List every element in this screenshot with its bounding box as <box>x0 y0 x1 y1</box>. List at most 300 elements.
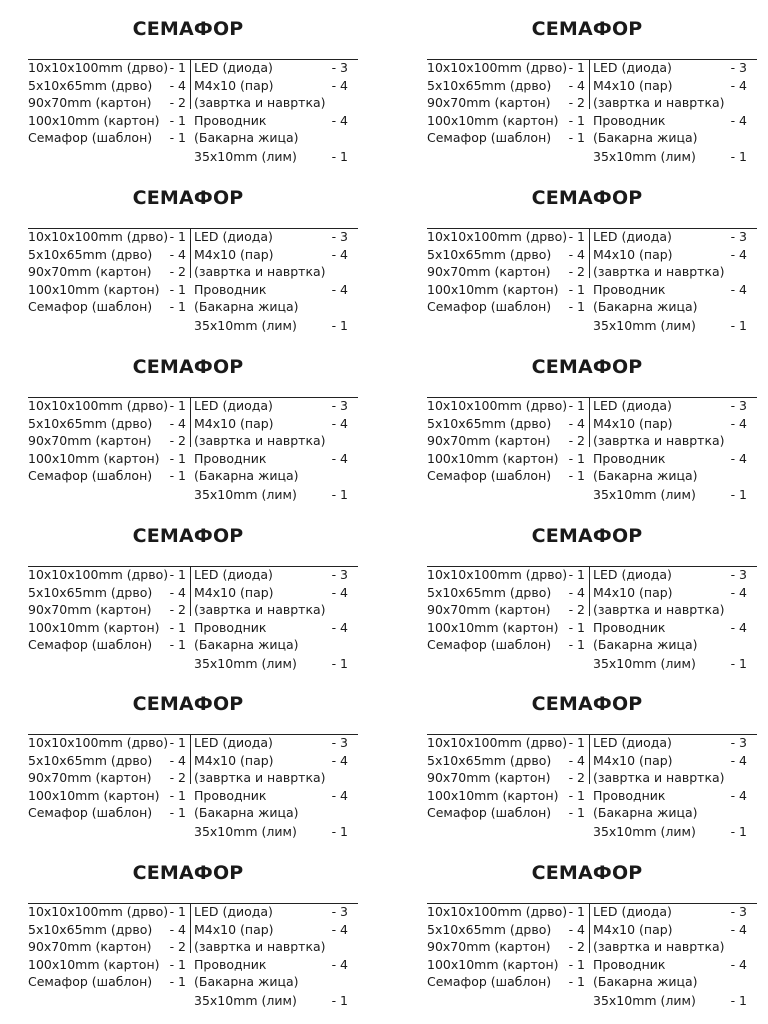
part-row <box>427 432 585 450</box>
part-quantity: - 1 <box>169 282 186 297</box>
card-title: СЕМАФОР <box>132 356 244 378</box>
part-name: LED (диода) <box>194 60 273 75</box>
part-name: 35x10mm (лим) <box>194 318 297 333</box>
part-name: 90x70mm (картон) <box>28 939 152 954</box>
part-name: (Бакарна жица) <box>194 805 299 820</box>
part-name: 10x10x100mm (дрво) <box>427 60 568 75</box>
part-row <box>28 601 186 619</box>
part-name: 35x10mm (лим) <box>194 149 297 164</box>
part-row <box>194 59 348 77</box>
part-row <box>194 636 348 654</box>
part-row <box>28 938 186 956</box>
part-name: Проводник <box>194 957 267 972</box>
part-name: M4x10 (пар) <box>593 922 673 937</box>
part-quantity: - 4 <box>331 78 348 93</box>
part-row <box>28 77 186 95</box>
part-name: LED (диода) <box>593 60 672 75</box>
part-quantity: - 4 <box>730 451 747 466</box>
card-title: СЕМАФОР <box>132 862 244 884</box>
part-row <box>194 246 348 264</box>
parts-card <box>28 524 358 684</box>
part-name: Проводник <box>194 113 267 128</box>
part-name: LED (диода) <box>194 735 273 750</box>
part-name: (завртка и навртка) <box>194 939 326 954</box>
part-quantity: - 2 <box>568 602 585 617</box>
part-quantity: - 1 <box>730 318 747 333</box>
part-quantity: - 4 <box>568 247 585 262</box>
part-name: 90x70mm (картон) <box>427 264 551 279</box>
part-quantity: - 4 <box>169 416 186 431</box>
part-row <box>28 804 186 822</box>
part-row <box>593 752 747 770</box>
part-row <box>427 566 585 584</box>
part-quantity: - 3 <box>730 229 747 244</box>
part-row <box>427 228 585 246</box>
card-title: СЕМАФОР <box>531 862 643 884</box>
part-name: 100x10mm (картон) <box>28 620 160 635</box>
part-name: 35x10mm (лим) <box>593 824 696 839</box>
part-row <box>593 655 747 673</box>
part-quantity: - 1 <box>169 567 186 582</box>
part-name: M4x10 (пар) <box>593 247 673 262</box>
part-row <box>194 281 348 299</box>
part-quantity: - 1 <box>169 620 186 635</box>
part-row <box>194 148 348 166</box>
part-row <box>194 467 348 485</box>
parts-card <box>427 17 757 177</box>
part-quantity: - 2 <box>568 770 585 785</box>
part-quantity: - 1 <box>568 451 585 466</box>
part-quantity: - 1 <box>331 656 348 671</box>
part-row <box>194 584 348 602</box>
part-name: (Бакарна жица) <box>194 637 299 652</box>
part-name: 10x10x100mm (дрво) <box>28 735 169 750</box>
part-row <box>593 298 747 316</box>
part-name: Семафор (шаблон) <box>427 805 552 820</box>
part-row <box>427 752 585 770</box>
part-quantity: - 4 <box>169 247 186 262</box>
part-name: M4x10 (пар) <box>194 247 274 262</box>
part-row <box>593 601 747 619</box>
part-row <box>28 298 186 316</box>
part-name: LED (диода) <box>593 567 672 582</box>
part-row <box>28 397 186 415</box>
parts-card <box>28 861 358 1021</box>
part-quantity: - 1 <box>568 113 585 128</box>
part-name: Семафор (шаблон) <box>427 299 552 314</box>
part-name: (Бакарна жица) <box>194 299 299 314</box>
part-name: M4x10 (пар) <box>593 753 673 768</box>
part-row <box>194 263 348 281</box>
part-quantity: - 1 <box>169 805 186 820</box>
part-row <box>28 432 186 450</box>
part-row <box>194 734 348 752</box>
part-name: 10x10x100mm (дрво) <box>28 567 169 582</box>
part-name: LED (диода) <box>593 229 672 244</box>
part-row <box>593 129 747 147</box>
part-row <box>28 112 186 130</box>
part-quantity: - 4 <box>331 620 348 635</box>
part-quantity: - 1 <box>169 299 186 314</box>
part-quantity: - 4 <box>169 753 186 768</box>
part-name: 100x10mm (картон) <box>427 282 559 297</box>
parts-card <box>427 355 757 515</box>
column-divider <box>589 903 590 953</box>
column-divider <box>589 59 590 109</box>
part-quantity: - 1 <box>169 904 186 919</box>
part-quantity: - 3 <box>730 398 747 413</box>
part-quantity: - 1 <box>568 620 585 635</box>
parts-card <box>427 861 757 1021</box>
part-quantity: - 2 <box>169 95 186 110</box>
part-row <box>427 804 585 822</box>
part-quantity: - 4 <box>331 282 348 297</box>
part-row <box>194 450 348 468</box>
part-name: LED (диода) <box>593 398 672 413</box>
part-row <box>427 450 585 468</box>
part-name: LED (диода) <box>194 229 273 244</box>
part-name: (Бакарна жица) <box>194 974 299 989</box>
part-row <box>28 734 186 752</box>
part-name: Семафор (шаблон) <box>28 805 153 820</box>
part-quantity: - 1 <box>169 60 186 75</box>
part-name: 10x10x100mm (дрво) <box>427 229 568 244</box>
part-name: (Бакарна жица) <box>593 130 698 145</box>
part-row <box>427 769 585 787</box>
part-quantity: - 3 <box>730 735 747 750</box>
part-name: 10x10x100mm (дрво) <box>427 735 568 750</box>
part-name: 100x10mm (картон) <box>427 113 559 128</box>
part-row <box>28 752 186 770</box>
part-name: Проводник <box>593 957 666 972</box>
part-row <box>28 566 186 584</box>
part-name: 35x10mm (лим) <box>194 993 297 1008</box>
part-name: 5x10x65mm (дрво) <box>28 753 153 768</box>
part-name: (Бакарна жица) <box>593 805 698 820</box>
part-name: (завртка и навртка) <box>593 95 725 110</box>
part-row <box>593 112 747 130</box>
column-divider <box>190 566 191 616</box>
part-name: 100x10mm (картон) <box>427 788 559 803</box>
part-row <box>427 59 585 77</box>
part-row <box>593 973 747 991</box>
part-row <box>427 246 585 264</box>
part-quantity: - 4 <box>331 585 348 600</box>
part-quantity: - 4 <box>331 247 348 262</box>
part-name: (завртка и навртка) <box>194 602 326 617</box>
parts-card <box>28 692 358 852</box>
part-row <box>593 281 747 299</box>
part-row <box>593 804 747 822</box>
part-quantity: - 1 <box>568 398 585 413</box>
part-name: 10x10x100mm (дрво) <box>28 904 169 919</box>
part-name: 90x70mm (картон) <box>28 264 152 279</box>
part-row <box>427 298 585 316</box>
card-title: СЕМАФОР <box>132 187 244 209</box>
part-name: (завртка и навртка) <box>593 939 725 954</box>
part-quantity: - 1 <box>568 735 585 750</box>
part-row <box>593 228 747 246</box>
part-quantity: - 1 <box>730 149 747 164</box>
part-quantity: - 1 <box>568 788 585 803</box>
part-quantity: - 4 <box>730 922 747 937</box>
part-row <box>427 397 585 415</box>
part-row <box>593 769 747 787</box>
part-name: (Бакарна жица) <box>593 468 698 483</box>
part-row <box>194 655 348 673</box>
part-quantity: - 3 <box>331 229 348 244</box>
part-name: (завртка и навртка) <box>593 264 725 279</box>
part-row <box>593 921 747 939</box>
part-row <box>593 992 747 1010</box>
part-name: M4x10 (пар) <box>593 78 673 93</box>
part-quantity: - 3 <box>331 904 348 919</box>
part-row <box>28 787 186 805</box>
parts-card <box>427 186 757 346</box>
part-quantity: - 4 <box>730 585 747 600</box>
part-quantity: - 1 <box>169 735 186 750</box>
part-name: 35x10mm (лим) <box>194 824 297 839</box>
part-quantity: - 2 <box>169 264 186 279</box>
part-quantity: - 1 <box>169 788 186 803</box>
part-name: 90x70mm (картон) <box>427 939 551 954</box>
part-name: Семафор (шаблон) <box>28 299 153 314</box>
part-name: 10x10x100mm (дрво) <box>28 398 169 413</box>
parts-card <box>427 692 757 852</box>
part-row <box>194 921 348 939</box>
part-name: 35x10mm (лим) <box>593 656 696 671</box>
part-quantity: - 2 <box>568 433 585 448</box>
part-name: 5x10x65mm (дрво) <box>28 585 153 600</box>
part-name: 100x10mm (картон) <box>28 113 160 128</box>
part-quantity: - 4 <box>568 78 585 93</box>
part-quantity: - 1 <box>568 904 585 919</box>
part-name: (Бакарна жица) <box>194 468 299 483</box>
part-row <box>593 263 747 281</box>
part-row <box>427 415 585 433</box>
part-name: Проводник <box>593 620 666 635</box>
part-quantity: - 4 <box>730 620 747 635</box>
part-quantity: - 2 <box>169 770 186 785</box>
part-row <box>427 636 585 654</box>
part-name: 5x10x65mm (дрво) <box>427 416 552 431</box>
part-row <box>593 397 747 415</box>
part-row <box>194 228 348 246</box>
card-title: СЕМАФОР <box>531 187 643 209</box>
part-row <box>593 584 747 602</box>
part-row <box>28 973 186 991</box>
part-quantity: - 1 <box>568 637 585 652</box>
parts-card <box>28 17 358 177</box>
part-name: M4x10 (пар) <box>194 922 274 937</box>
part-name: Семафор (шаблон) <box>427 130 552 145</box>
part-name: 90x70mm (картон) <box>427 602 551 617</box>
part-name: M4x10 (пар) <box>194 753 274 768</box>
part-quantity: - 2 <box>169 939 186 954</box>
part-name: (Бакарна жица) <box>194 130 299 145</box>
column-divider <box>589 228 590 278</box>
part-name: 5x10x65mm (дрво) <box>427 922 552 937</box>
part-row <box>28 769 186 787</box>
part-name: LED (диода) <box>593 904 672 919</box>
card-title: СЕМАФОР <box>132 525 244 547</box>
part-quantity: - 4 <box>730 416 747 431</box>
part-quantity: - 4 <box>331 753 348 768</box>
part-row <box>593 938 747 956</box>
part-quantity: - 4 <box>331 113 348 128</box>
part-name: (завртка и навртка) <box>194 770 326 785</box>
part-name: LED (диода) <box>593 735 672 750</box>
part-name: (завртка и навртка) <box>593 433 725 448</box>
part-name: (Бакарна жица) <box>593 974 698 989</box>
part-quantity: - 1 <box>568 229 585 244</box>
part-row <box>28 59 186 77</box>
part-quantity: - 1 <box>568 974 585 989</box>
column-divider <box>589 734 590 784</box>
part-quantity: - 4 <box>331 451 348 466</box>
part-quantity: - 1 <box>169 451 186 466</box>
part-name: 10x10x100mm (дрво) <box>427 398 568 413</box>
part-quantity: - 1 <box>568 468 585 483</box>
part-quantity: - 4 <box>568 753 585 768</box>
part-row <box>427 584 585 602</box>
part-row <box>28 921 186 939</box>
part-name: 35x10mm (лим) <box>593 318 696 333</box>
part-row <box>593 432 747 450</box>
part-row <box>593 734 747 752</box>
part-row <box>194 787 348 805</box>
part-quantity: - 2 <box>169 433 186 448</box>
part-name: Семафор (шаблон) <box>427 468 552 483</box>
part-name: 35x10mm (лим) <box>194 487 297 502</box>
part-quantity: - 2 <box>169 602 186 617</box>
part-name: 100x10mm (картон) <box>28 282 160 297</box>
card-title: СЕМАФОР <box>132 18 244 40</box>
part-row <box>194 415 348 433</box>
part-quantity: - 1 <box>169 229 186 244</box>
part-row <box>593 486 747 504</box>
part-name: 90x70mm (картон) <box>28 770 152 785</box>
part-quantity: - 3 <box>331 567 348 582</box>
part-name: 5x10x65mm (дрво) <box>28 416 153 431</box>
part-row <box>427 903 585 921</box>
part-name: M4x10 (пар) <box>194 416 274 431</box>
part-name: Проводник <box>194 788 267 803</box>
part-quantity: - 1 <box>568 805 585 820</box>
part-row <box>194 956 348 974</box>
part-quantity: - 1 <box>568 299 585 314</box>
part-name: 90x70mm (картон) <box>427 95 551 110</box>
part-name: (завртка и навртка) <box>593 770 725 785</box>
part-row <box>28 129 186 147</box>
part-row <box>427 77 585 95</box>
part-name: 10x10x100mm (дрво) <box>427 904 568 919</box>
part-quantity: - 4 <box>568 416 585 431</box>
part-quantity: - 3 <box>331 735 348 750</box>
part-quantity: - 4 <box>331 922 348 937</box>
part-name: LED (диода) <box>194 567 273 582</box>
part-row <box>28 584 186 602</box>
part-row <box>194 77 348 95</box>
part-row <box>427 973 585 991</box>
part-quantity: - 4 <box>730 957 747 972</box>
part-row <box>28 246 186 264</box>
part-name: 5x10x65mm (дрво) <box>28 922 153 937</box>
part-name: 100x10mm (картон) <box>427 957 559 972</box>
part-row <box>194 992 348 1010</box>
part-name: Семафор (шаблон) <box>28 468 153 483</box>
part-name: Семафор (шаблон) <box>28 974 153 989</box>
parts-card <box>28 186 358 346</box>
part-name: LED (диода) <box>194 398 273 413</box>
part-name: Проводник <box>593 451 666 466</box>
part-name: 5x10x65mm (дрво) <box>427 78 552 93</box>
part-name: 90x70mm (картон) <box>28 602 152 617</box>
part-row <box>593 59 747 77</box>
part-quantity: - 4 <box>730 282 747 297</box>
column-divider <box>190 59 191 109</box>
part-quantity: - 1 <box>568 567 585 582</box>
part-row <box>194 432 348 450</box>
part-row <box>194 938 348 956</box>
part-row <box>28 619 186 637</box>
part-name: (завртка и навртка) <box>194 433 326 448</box>
part-row <box>28 636 186 654</box>
column-divider <box>589 397 590 447</box>
part-name: 90x70mm (картон) <box>427 433 551 448</box>
part-quantity: - 1 <box>169 637 186 652</box>
part-name: 90x70mm (картон) <box>28 433 152 448</box>
part-name: 5x10x65mm (дрво) <box>28 78 153 93</box>
part-name: M4x10 (пар) <box>194 585 274 600</box>
part-quantity: - 4 <box>331 788 348 803</box>
part-row <box>28 467 186 485</box>
part-name: 5x10x65mm (дрво) <box>427 247 552 262</box>
part-row <box>593 566 747 584</box>
part-row <box>427 938 585 956</box>
part-row <box>28 903 186 921</box>
part-name: 10x10x100mm (дрво) <box>28 60 169 75</box>
part-quantity: - 1 <box>331 993 348 1008</box>
part-quantity: - 4 <box>730 753 747 768</box>
part-name: (завртка и навртка) <box>194 95 326 110</box>
part-row <box>28 956 186 974</box>
part-row <box>427 263 585 281</box>
part-name: Проводник <box>194 620 267 635</box>
part-quantity: - 4 <box>568 585 585 600</box>
part-row <box>194 973 348 991</box>
part-name: M4x10 (пар) <box>593 416 673 431</box>
part-name: Проводник <box>593 788 666 803</box>
part-row <box>593 415 747 433</box>
part-row <box>427 601 585 619</box>
part-row <box>427 956 585 974</box>
part-name: 10x10x100mm (дрво) <box>427 567 568 582</box>
part-name: Проводник <box>593 282 666 297</box>
part-quantity: - 1 <box>730 824 747 839</box>
part-quantity: - 1 <box>568 60 585 75</box>
part-row <box>593 823 747 841</box>
part-row <box>593 450 747 468</box>
part-quantity: - 4 <box>730 788 747 803</box>
part-quantity: - 1 <box>331 149 348 164</box>
parts-card <box>28 355 358 515</box>
part-row <box>593 636 747 654</box>
part-row <box>427 129 585 147</box>
part-row <box>427 734 585 752</box>
part-name: 100x10mm (картон) <box>427 451 559 466</box>
part-name: (завртка и навртка) <box>593 602 725 617</box>
